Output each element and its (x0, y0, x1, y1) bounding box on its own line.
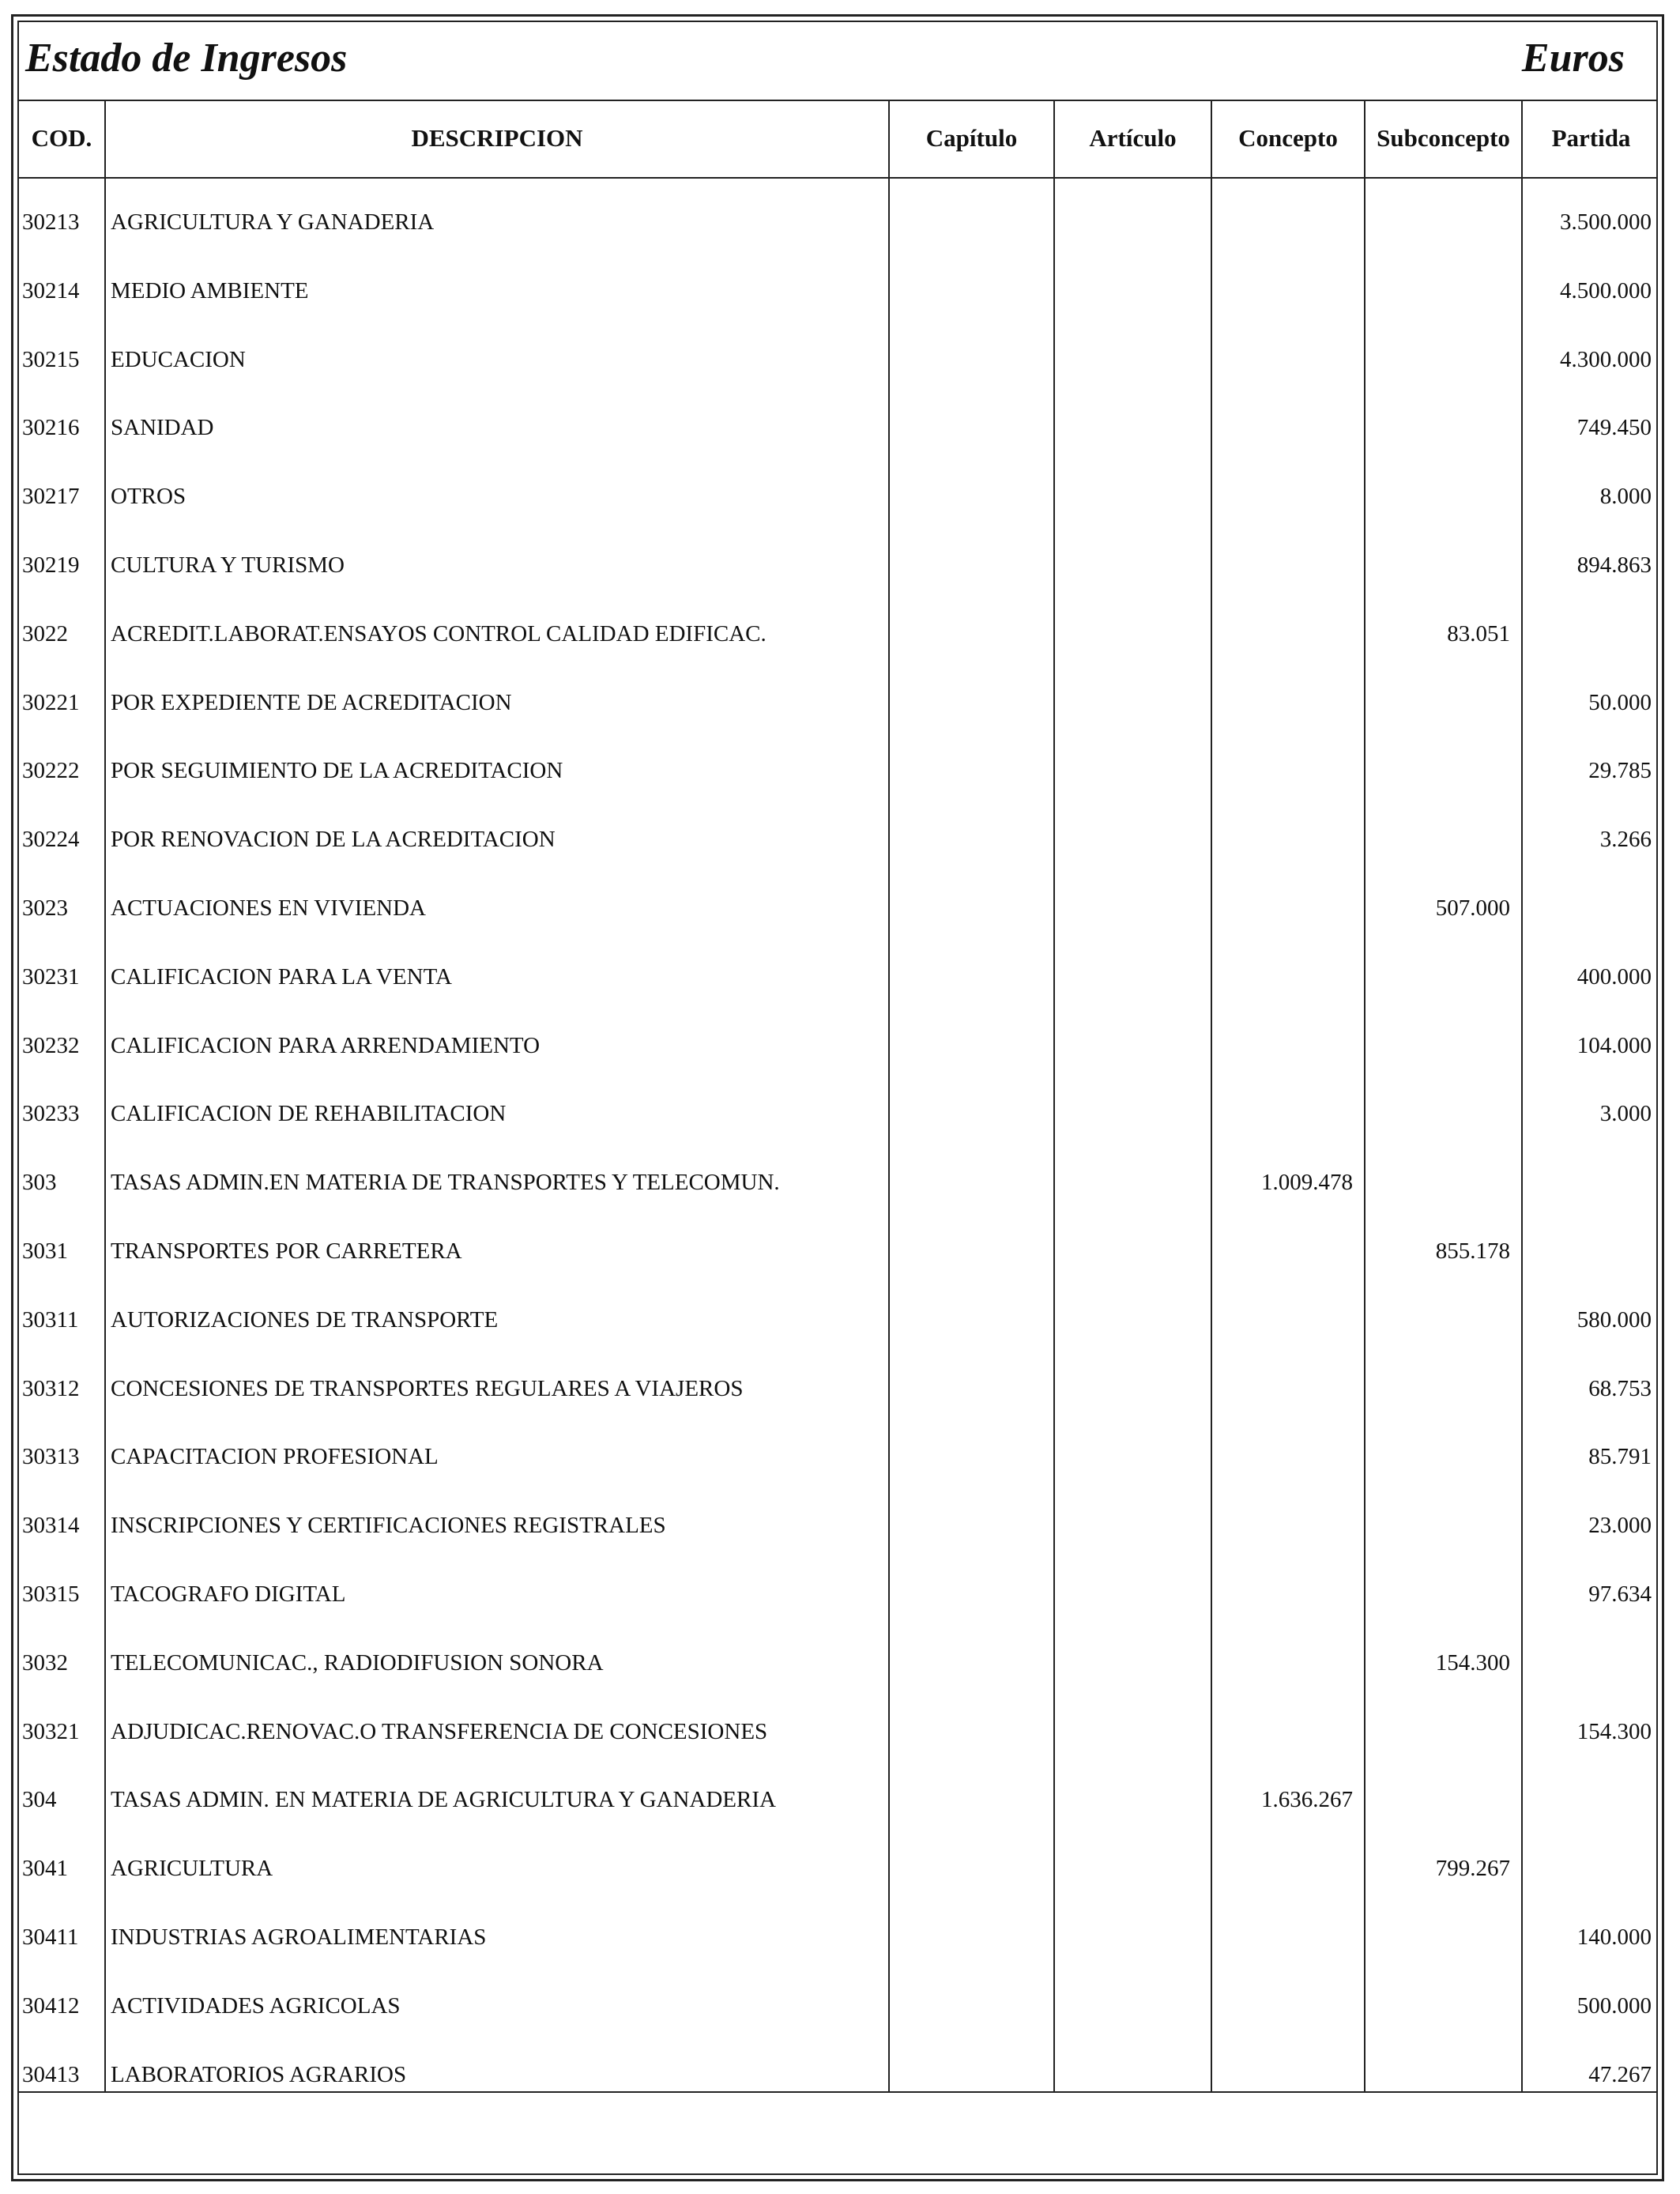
row-description: SANIDAD (111, 415, 214, 441)
table-row (19, 805, 1656, 874)
table-row (19, 326, 1656, 394)
table-row (19, 1423, 1656, 1491)
row-code: 30213 (22, 209, 80, 235)
row-subconcepto: 507.000 (1435, 895, 1510, 921)
row-code: 30224 (22, 827, 80, 853)
row-partida: 29.785 (1588, 758, 1652, 784)
row-partida: 154.300 (1576, 1718, 1652, 1744)
table-row (19, 1080, 1656, 1148)
row-description: ADJUDICAC.RENOVAC.O TRANSFERENCIA DE CONCESIONES (111, 1718, 768, 1744)
header-partida: Partida (1551, 124, 1631, 152)
row-subconcepto: 154.300 (1435, 1649, 1510, 1676)
row-partida: 749.450 (1576, 415, 1652, 441)
row-description: LABORATORIOS AGRARIOS (111, 2061, 407, 2087)
table-row (19, 1972, 1656, 2041)
row-partida: 47.267 (1588, 2061, 1652, 2087)
row-partida: 500.000 (1576, 1992, 1652, 2019)
row-code: 30216 (22, 415, 80, 441)
table-row (19, 1766, 1656, 1834)
row-description: AGRICULTURA (111, 1856, 273, 1882)
row-subconcepto: 799.267 (1435, 1856, 1510, 1882)
row-code: 3032 (22, 1649, 68, 1676)
row-description: CALIFICACION PARA ARRENDAMIENTO (111, 1032, 541, 1058)
row-description: POR EXPEDIENTE DE ACREDITACION (111, 689, 512, 715)
table-row (19, 462, 1656, 531)
row-code: 30412 (22, 1992, 80, 2019)
row-code: 30231 (22, 963, 80, 990)
table-row (19, 737, 1656, 805)
row-description: CAPACITACION PROFESIONAL (111, 1444, 439, 1470)
footer-rule (19, 2091, 1656, 2093)
row-partida: 580.000 (1576, 1306, 1652, 1333)
row-description: POR SEGUIMIENTO DE LA ACREDITACION (111, 758, 563, 784)
table-row (19, 669, 1656, 737)
row-description: ACTUACIONES EN VIVIENDA (111, 895, 426, 921)
row-code: 30312 (22, 1375, 80, 1401)
document-page (11, 14, 1664, 2181)
row-code: 3041 (22, 1856, 68, 1882)
row-code: 303 (22, 1170, 57, 1196)
table-row (19, 1560, 1656, 1629)
row-code: 30313 (22, 1444, 80, 1470)
row-code: 30217 (22, 484, 80, 510)
table-frame (17, 21, 1658, 2175)
header-cod: COD. (31, 124, 92, 152)
row-description: TELECOMUNICAC., RADIODIFUSION SONORA (111, 1649, 604, 1676)
row-description: TRANSPORTES POR CARRETERA (111, 1238, 462, 1264)
row-code: 3023 (22, 895, 68, 921)
row-partida: 894.863 (1576, 552, 1652, 578)
row-description: AUTORIZACIONES DE TRANSPORTE (111, 1306, 499, 1333)
row-partida: 400.000 (1576, 963, 1652, 990)
table-row (19, 1698, 1656, 1766)
row-code: 30314 (22, 1513, 80, 1539)
row-concepto: 1.636.267 (1261, 1787, 1353, 1813)
row-description: INSCRIPCIONES Y CERTIFICACIONES REGISTRALES (111, 1513, 666, 1539)
row-partida: 68.753 (1588, 1375, 1652, 1401)
row-partida: 23.000 (1588, 1513, 1652, 1539)
row-code: 3022 (22, 620, 68, 647)
header-capitulo: Capítulo (925, 124, 1018, 152)
row-description: ACTIVIDADES AGRICOLAS (111, 1992, 401, 2019)
row-partida: 50.000 (1588, 689, 1652, 715)
row-description: TACOGRAFO DIGITAL (111, 1581, 346, 1607)
row-description: CULTURA Y TURISMO (111, 552, 345, 578)
row-code: 30233 (22, 1101, 80, 1127)
row-code: 30221 (22, 689, 80, 715)
row-description: TASAS ADMIN. EN MATERIA DE AGRICULTURA Y GANADERIA (111, 1787, 776, 1813)
table-row (19, 2041, 1656, 2109)
row-code: 30315 (22, 1581, 80, 1607)
row-partida: 85.791 (1588, 1444, 1652, 1470)
row-description: INDUSTRIAS AGROALIMENTARIAS (111, 1924, 487, 1950)
row-partida: 3.000 (1599, 1101, 1652, 1127)
row-code: 30219 (22, 552, 80, 578)
table-row (19, 874, 1656, 943)
table-row (19, 188, 1656, 257)
table-row (19, 943, 1656, 1012)
row-partida: 8.000 (1599, 484, 1652, 510)
row-subconcepto: 83.051 (1447, 620, 1510, 647)
row-partida: 3.266 (1599, 827, 1652, 853)
header-concepto: Concepto (1238, 124, 1338, 152)
header-descripcion: DESCRIPCION (411, 124, 583, 152)
page-title: Estado de Ingresos (25, 36, 348, 81)
row-partida: 140.000 (1576, 1924, 1652, 1950)
row-description: MEDIO AMBIENTE (111, 277, 309, 303)
row-code: 30222 (22, 758, 80, 784)
row-description: EDUCACION (111, 346, 246, 372)
row-code: 30215 (22, 346, 80, 372)
units-label: Euros (1521, 36, 1625, 81)
table-row (19, 531, 1656, 600)
table-row (19, 1629, 1656, 1698)
header-subconcepto: Subconcepto (1377, 124, 1510, 152)
row-description: POR RENOVACION DE LA ACREDITACION (111, 827, 556, 853)
row-partida: 4.300.000 (1560, 346, 1652, 372)
row-code: 30321 (22, 1718, 80, 1744)
table-row (19, 1355, 1656, 1423)
row-partida: 97.634 (1588, 1581, 1652, 1607)
row-concepto: 1.009.478 (1261, 1170, 1353, 1196)
table-row (19, 1012, 1656, 1080)
row-description: CONCESIONES DE TRANSPORTES REGULARES A VIAJEROS (111, 1375, 744, 1401)
row-description: CALIFICACION PARA LA VENTA (111, 963, 452, 990)
row-subconcepto: 855.178 (1435, 1238, 1510, 1264)
row-partida: 4.500.000 (1560, 277, 1652, 303)
row-description: OTROS (111, 484, 186, 510)
table-row (19, 1148, 1656, 1217)
row-description: ACREDIT.LABORAT.ENSAYOS CONTROL CALIDAD EDIFICAC. (111, 620, 767, 647)
row-partida: 3.500.000 (1560, 209, 1652, 235)
table-row (19, 394, 1656, 462)
table-row (19, 1491, 1656, 1560)
table-row (19, 257, 1656, 326)
row-code: 30214 (22, 277, 80, 303)
table-row (19, 1834, 1656, 1903)
row-description: CALIFICACION DE REHABILITACION (111, 1101, 507, 1127)
row-code: 30413 (22, 2061, 80, 2087)
row-description: AGRICULTURA Y GANADERIA (111, 209, 435, 235)
title-bar (19, 22, 1656, 101)
table-row (19, 600, 1656, 669)
row-code: 30411 (22, 1924, 79, 1950)
row-code: 30311 (22, 1306, 79, 1333)
table-row (19, 1903, 1656, 1972)
row-code: 304 (22, 1787, 57, 1813)
row-code: 3031 (22, 1238, 68, 1264)
row-code: 30232 (22, 1032, 80, 1058)
table-row (19, 1217, 1656, 1286)
column-headers (19, 100, 1656, 179)
table-row (19, 1286, 1656, 1355)
header-articulo: Artículo (1089, 124, 1177, 152)
row-partida: 104.000 (1576, 1032, 1652, 1058)
row-description: TASAS ADMIN.EN MATERIA DE TRANSPORTES Y TELECOMUN. (111, 1170, 780, 1196)
